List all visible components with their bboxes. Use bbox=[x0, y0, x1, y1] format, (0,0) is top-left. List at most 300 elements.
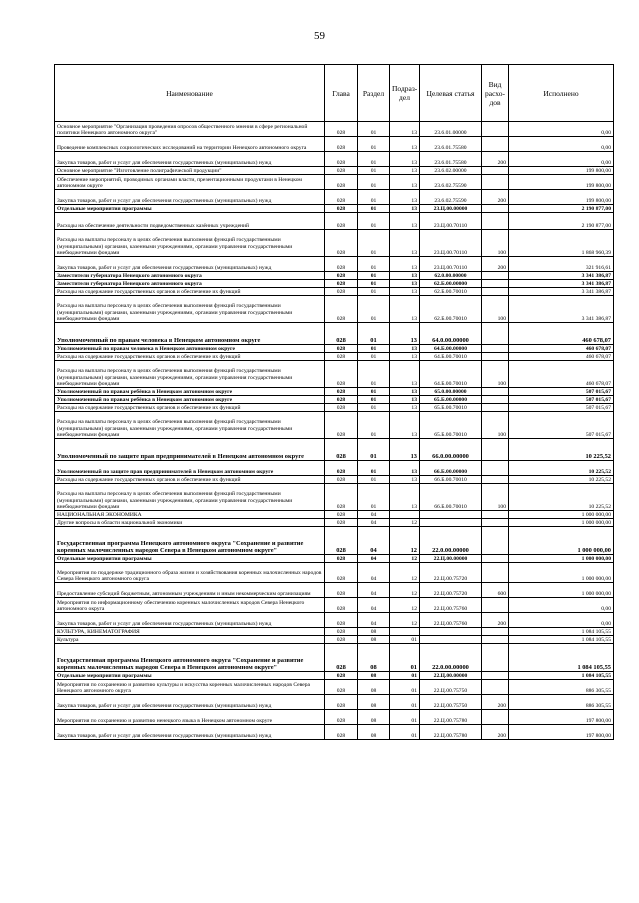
col-header-podrazdel: Подраз-дел bbox=[390, 65, 420, 122]
cell-target: 23.6.02.00000 bbox=[420, 167, 482, 175]
cell-name: Отдельные мероприятия программы bbox=[55, 205, 325, 213]
cell-razdel: 01 bbox=[358, 476, 390, 484]
table-row bbox=[55, 272, 614, 280]
cell-podrazdel: 13 bbox=[390, 152, 420, 167]
cell-podrazdel: 13 bbox=[390, 388, 420, 396]
table-row bbox=[55, 288, 614, 296]
cell-vid bbox=[482, 280, 509, 288]
cell-razdel: 01 bbox=[358, 439, 390, 461]
cell-podrazdel bbox=[390, 628, 420, 636]
cell-glava: 028 bbox=[325, 511, 358, 519]
cell-target bbox=[420, 628, 482, 636]
table-row bbox=[55, 175, 614, 190]
table-row bbox=[55, 388, 614, 396]
cell-done: 197 800,00 bbox=[509, 725, 614, 740]
table-row bbox=[55, 725, 614, 740]
cell-glava: 028 bbox=[325, 695, 358, 710]
cell-done: 3 341 386,87 bbox=[509, 272, 614, 280]
cell-razdel: 04 bbox=[358, 511, 390, 519]
cell-podrazdel: 01 bbox=[390, 725, 420, 740]
table-row bbox=[55, 412, 614, 439]
cell-name: Расходы на содержание государственных органов и обеспечение их функций bbox=[55, 404, 325, 412]
cell-podrazdel: 13 bbox=[390, 296, 420, 323]
cell-podrazdel: 13 bbox=[390, 484, 420, 511]
col-header-razdel: Раздел bbox=[358, 65, 390, 122]
cell-razdel: 01 bbox=[358, 213, 390, 230]
cell-name: Закупка товаров, работ и услуг для обеспечения государственных (муниципальных) нужд bbox=[55, 695, 325, 710]
cell-name: Закупка товаров, работ и услуг для обеспечения государственных (муниципальных) нужд bbox=[55, 725, 325, 740]
cell-glava: 028 bbox=[325, 527, 358, 555]
cell-glava: 028 bbox=[325, 563, 358, 583]
cell-done: 197 800,00 bbox=[509, 710, 614, 725]
cell-done: 3 341 386,87 bbox=[509, 296, 614, 323]
table-row bbox=[55, 461, 614, 476]
table-row bbox=[55, 695, 614, 710]
cell-done: 0,00 bbox=[509, 598, 614, 613]
cell-glava: 028 bbox=[325, 230, 358, 257]
cell-vid bbox=[482, 388, 509, 396]
cell-vid bbox=[482, 476, 509, 484]
cell-podrazdel: 01 bbox=[390, 710, 420, 725]
cell-done: 886 305,55 bbox=[509, 680, 614, 695]
cell-target: 22.0.00.00000 bbox=[420, 644, 482, 672]
cell-podrazdel: 12 bbox=[390, 583, 420, 598]
cell-podrazdel: 13 bbox=[390, 190, 420, 205]
cell-razdel: 01 bbox=[358, 257, 390, 272]
cell-vid bbox=[482, 439, 509, 461]
table-row bbox=[55, 345, 614, 353]
cell-razdel: 04 bbox=[358, 527, 390, 555]
cell-glava: 028 bbox=[325, 190, 358, 205]
table-row bbox=[55, 484, 614, 511]
cell-done: 1 000 000,00 bbox=[509, 527, 614, 555]
cell-vid: 200 bbox=[482, 613, 509, 628]
cell-glava: 028 bbox=[325, 122, 358, 137]
table-row bbox=[55, 710, 614, 725]
cell-name: Заместители губернатора Ненецкого автономного округа bbox=[55, 280, 325, 288]
cell-razdel: 04 bbox=[358, 598, 390, 613]
cell-razdel: 04 bbox=[358, 613, 390, 628]
cell-vid bbox=[482, 598, 509, 613]
cell-glava: 028 bbox=[325, 636, 358, 644]
cell-glava: 028 bbox=[325, 205, 358, 213]
cell-done: 10 225,52 bbox=[509, 461, 614, 476]
table-body bbox=[55, 122, 614, 740]
cell-glava: 028 bbox=[325, 213, 358, 230]
cell-razdel: 01 bbox=[358, 205, 390, 213]
cell-razdel: 01 bbox=[358, 122, 390, 137]
table-row bbox=[55, 122, 614, 137]
cell-razdel: 01 bbox=[358, 361, 390, 388]
cell-razdel: 01 bbox=[358, 404, 390, 412]
cell-done: 1 000 000,00 bbox=[509, 583, 614, 598]
cell-podrazdel: 01 bbox=[390, 695, 420, 710]
cell-vid: 100 bbox=[482, 230, 509, 257]
cell-name: Мероприятия по информационному обеспечению коренных малочисленных народов Севера Ненецкого автономного округа bbox=[55, 598, 325, 613]
cell-target bbox=[420, 519, 482, 527]
cell-done: 321 916,61 bbox=[509, 257, 614, 272]
cell-name: Расходы на выплаты персоналу в целях обеспечения выполнения функций государственными (муниципальными) органами, казенными учреждениями, органами управления государственными внебюджетными фондами bbox=[55, 484, 325, 511]
cell-vid bbox=[482, 672, 509, 680]
cell-name: Закупка товаров, работ и услуг для обеспечения государственных (муниципальных) нужд bbox=[55, 257, 325, 272]
cell-razdel: 01 bbox=[358, 461, 390, 476]
table-row bbox=[55, 628, 614, 636]
cell-podrazdel: 13 bbox=[390, 323, 420, 345]
cell-vid bbox=[482, 213, 509, 230]
cell-vid: 100 bbox=[482, 361, 509, 388]
table-row bbox=[55, 361, 614, 388]
cell-podrazdel: 13 bbox=[390, 439, 420, 461]
cell-vid bbox=[482, 205, 509, 213]
cell-razdel: 01 bbox=[358, 288, 390, 296]
cell-target: 65.Б.00.70010 bbox=[420, 404, 482, 412]
cell-podrazdel: 13 bbox=[390, 396, 420, 404]
cell-done: 460 678,07 bbox=[509, 345, 614, 353]
cell-target: 23.Ц.00.70110 bbox=[420, 230, 482, 257]
cell-done: 507 015,67 bbox=[509, 404, 614, 412]
cell-name: Уполномоченный по правам ребёнка в Ненецком автономном округе bbox=[55, 388, 325, 396]
cell-done: 199 800,00 bbox=[509, 190, 614, 205]
cell-target: 66.0.00.00000 bbox=[420, 439, 482, 461]
cell-target: 65.0.00.00000 bbox=[420, 388, 482, 396]
cell-vid bbox=[482, 167, 509, 175]
cell-glava: 028 bbox=[325, 680, 358, 695]
cell-vid: 200 bbox=[482, 190, 509, 205]
cell-target: 23.Ц.00.70110 bbox=[420, 213, 482, 230]
cell-done: 460 678,07 bbox=[509, 353, 614, 361]
cell-razdel: 08 bbox=[358, 725, 390, 740]
cell-glava: 028 bbox=[325, 388, 358, 396]
cell-name: Уполномоченный по защите прав предпринимателей в Ненецком автономном округе bbox=[55, 439, 325, 461]
cell-vid bbox=[482, 563, 509, 583]
cell-target: 22.Ц.00.75760 bbox=[420, 613, 482, 628]
cell-target: 22.Ц.00.75750 bbox=[420, 680, 482, 695]
cell-name: Проведение комплексных социологических исследований на территории Ненецкого автономного округа bbox=[55, 137, 325, 152]
table-row bbox=[55, 598, 614, 613]
cell-done: 507 015,67 bbox=[509, 388, 614, 396]
cell-razdel: 04 bbox=[358, 583, 390, 598]
cell-podrazdel: 13 bbox=[390, 257, 420, 272]
cell-podrazdel: 13 bbox=[390, 137, 420, 152]
table-row bbox=[55, 511, 614, 519]
table-row bbox=[55, 280, 614, 288]
cell-name: Обеспечение мероприятий, проводимых органами власти, презентационными продуктами в Ненецком автономном округе bbox=[55, 175, 325, 190]
cell-glava: 028 bbox=[325, 396, 358, 404]
cell-podrazdel: 13 bbox=[390, 272, 420, 280]
cell-name: Расходы на содержание государственных органов и обеспечение их функций bbox=[55, 353, 325, 361]
cell-name: Расходы на содержание государственных органов и обеспечение их функций bbox=[55, 288, 325, 296]
table-row bbox=[55, 167, 614, 175]
cell-vid: 200 bbox=[482, 695, 509, 710]
cell-name: Уполномоченный по правам ребёнка в Ненецком автономном округе bbox=[55, 396, 325, 404]
cell-razdel: 08 bbox=[358, 672, 390, 680]
table-row bbox=[55, 230, 614, 257]
cell-name: Расходы на содержание государственных органов и обеспечение их функций bbox=[55, 476, 325, 484]
cell-razdel: 08 bbox=[358, 644, 390, 672]
cell-razdel: 01 bbox=[358, 137, 390, 152]
cell-vid bbox=[482, 527, 509, 555]
table-row bbox=[55, 152, 614, 167]
table-row bbox=[55, 519, 614, 527]
cell-name: Уполномоченный по правам человека в Ненецком автономном округе bbox=[55, 323, 325, 345]
cell-name: Культура bbox=[55, 636, 325, 644]
cell-vid bbox=[482, 555, 509, 563]
cell-podrazdel: 01 bbox=[390, 680, 420, 695]
cell-target: 22.Ц.00.75720 bbox=[420, 583, 482, 598]
cell-name: Закупка товаров, работ и услуг для обеспечения государственных (муниципальных) нужд bbox=[55, 152, 325, 167]
cell-target: 62.0.00.00000 bbox=[420, 272, 482, 280]
cell-target: 65.Б.00.70010 bbox=[420, 412, 482, 439]
cell-razdel: 08 bbox=[358, 710, 390, 725]
cell-razdel: 01 bbox=[358, 412, 390, 439]
cell-name: Основное мероприятие "Изготовление полиграфической продукции" bbox=[55, 167, 325, 175]
cell-podrazdel: 01 bbox=[390, 636, 420, 644]
cell-target: 23.6.01.75580 bbox=[420, 137, 482, 152]
cell-vid: 600 bbox=[482, 583, 509, 598]
cell-vid bbox=[482, 519, 509, 527]
cell-podrazdel: 12 bbox=[390, 563, 420, 583]
cell-name: Уполномоченный по защите прав предпринимателей в Ненецком автономном округе bbox=[55, 461, 325, 476]
cell-vid: 200 bbox=[482, 257, 509, 272]
table-row bbox=[55, 672, 614, 680]
cell-glava: 028 bbox=[325, 644, 358, 672]
cell-name: КУЛЬТУРА, КИНЕМАТОГРАФИЯ bbox=[55, 628, 325, 636]
cell-razdel: 01 bbox=[358, 388, 390, 396]
cell-name: Предоставление субсидий бюджетным, автономным учреждениям и иным некоммерческим организациям bbox=[55, 583, 325, 598]
cell-target: 66.Б.00.00000 bbox=[420, 461, 482, 476]
cell-podrazdel: 13 bbox=[390, 404, 420, 412]
expenditure-table bbox=[54, 64, 614, 740]
table-row bbox=[55, 680, 614, 695]
cell-target: 64.Б.00.00000 bbox=[420, 345, 482, 353]
cell-razdel: 01 bbox=[358, 152, 390, 167]
cell-name: Расходы на выплаты персоналу в целях обеспечения выполнения функций государственными (муниципальными) органами, казенными учреждениями, органами управления государственными внебюджетными фондами bbox=[55, 230, 325, 257]
cell-podrazdel: 13 bbox=[390, 288, 420, 296]
cell-target: 65.Б.00.00000 bbox=[420, 396, 482, 404]
cell-done: 886 305,55 bbox=[509, 695, 614, 710]
table-row bbox=[55, 213, 614, 230]
table-row bbox=[55, 644, 614, 672]
cell-podrazdel: 13 bbox=[390, 175, 420, 190]
cell-name: Основное мероприятие "Организация проведения опросов общественного мнения в сфере региональной политики Ненецкого автономного округа" bbox=[55, 122, 325, 137]
cell-name: НАЦИОНАЛЬНАЯ ЭКОНОМИКА bbox=[55, 511, 325, 519]
cell-razdel: 01 bbox=[358, 167, 390, 175]
cell-razdel: 01 bbox=[358, 280, 390, 288]
cell-glava: 028 bbox=[325, 323, 358, 345]
cell-podrazdel: 13 bbox=[390, 361, 420, 388]
cell-vid bbox=[482, 323, 509, 345]
cell-target: 66.Б.00.70010 bbox=[420, 476, 482, 484]
cell-glava: 028 bbox=[325, 257, 358, 272]
table-row bbox=[55, 527, 614, 555]
cell-target: 62.Б.00.00000 bbox=[420, 280, 482, 288]
cell-done: 2 190 877,00 bbox=[509, 213, 614, 230]
cell-target: 22.Ц.00.75760 bbox=[420, 598, 482, 613]
cell-glava: 028 bbox=[325, 175, 358, 190]
cell-razdel: 04 bbox=[358, 555, 390, 563]
cell-target: 22.0.00.00000 bbox=[420, 527, 482, 555]
table-row bbox=[55, 563, 614, 583]
cell-name: Заместители губернатора Ненецкого автономного округа bbox=[55, 272, 325, 280]
cell-done: 1 084 105,55 bbox=[509, 636, 614, 644]
cell-glava: 028 bbox=[325, 272, 358, 280]
cell-podrazdel: 01 bbox=[390, 672, 420, 680]
cell-glava: 028 bbox=[325, 484, 358, 511]
cell-done: 1 084 105,55 bbox=[509, 628, 614, 636]
cell-name: Государственная программа Ненецкого автономного округа "Сохранение и развитие коренных малочисленных народов Севера в Ненецком автономном округе" bbox=[55, 527, 325, 555]
table-row bbox=[55, 613, 614, 628]
cell-glava: 028 bbox=[325, 583, 358, 598]
cell-glava: 028 bbox=[325, 519, 358, 527]
cell-vid bbox=[482, 680, 509, 695]
cell-podrazdel: 13 bbox=[390, 230, 420, 257]
cell-done: 1 000 000,00 bbox=[509, 563, 614, 583]
cell-glava: 028 bbox=[325, 152, 358, 167]
cell-podrazdel: 01 bbox=[390, 644, 420, 672]
cell-podrazdel: 13 bbox=[390, 412, 420, 439]
cell-done: 460 678,07 bbox=[509, 323, 614, 345]
cell-name: Закупка товаров, работ и услуг для обеспечения государственных (муниципальных) нужд bbox=[55, 613, 325, 628]
cell-done: 460 678,07 bbox=[509, 361, 614, 388]
cell-razdel: 01 bbox=[358, 345, 390, 353]
cell-done: 0,00 bbox=[509, 137, 614, 152]
cell-vid bbox=[482, 710, 509, 725]
cell-vid bbox=[482, 137, 509, 152]
cell-target: 23.6.02.75590 bbox=[420, 190, 482, 205]
col-header-glava: Глава bbox=[325, 65, 358, 122]
cell-done: 1 868 960,39 bbox=[509, 230, 614, 257]
cell-razdel: 01 bbox=[358, 353, 390, 361]
cell-target: 22.Ц.00.75780 bbox=[420, 725, 482, 740]
cell-done: 10 225,52 bbox=[509, 484, 614, 511]
table-row bbox=[55, 257, 614, 272]
cell-target: 22.Ц.00.00000 bbox=[420, 555, 482, 563]
cell-vid bbox=[482, 404, 509, 412]
cell-razdel: 08 bbox=[358, 628, 390, 636]
cell-razdel: 01 bbox=[358, 272, 390, 280]
cell-glava: 028 bbox=[325, 404, 358, 412]
cell-podrazdel: 13 bbox=[390, 280, 420, 288]
cell-vid bbox=[482, 175, 509, 190]
cell-target: 23.6.02.75590 bbox=[420, 175, 482, 190]
cell-vid bbox=[482, 345, 509, 353]
cell-glava: 028 bbox=[325, 296, 358, 323]
cell-target: 62.Б.00.70010 bbox=[420, 296, 482, 323]
cell-name: Расходы на выплаты персоналу в целях обеспечения выполнения функций государственными (муниципальными) органами, казенными учреждениями, органами управления государственными внебюджетными фондами bbox=[55, 296, 325, 323]
cell-razdel: 01 bbox=[358, 296, 390, 323]
cell-done: 507 015,67 bbox=[509, 396, 614, 404]
table-row bbox=[55, 323, 614, 345]
cell-podrazdel: 12 bbox=[390, 613, 420, 628]
cell-podrazdel: 12 bbox=[390, 555, 420, 563]
cell-razdel: 01 bbox=[358, 175, 390, 190]
cell-podrazdel: 12 bbox=[390, 598, 420, 613]
page-number: 59 bbox=[314, 30, 325, 42]
cell-vid: 100 bbox=[482, 412, 509, 439]
table-row bbox=[55, 476, 614, 484]
cell-name: Уполномоченный по правам человека в Ненецком автономном округе bbox=[55, 345, 325, 353]
cell-glava: 028 bbox=[325, 137, 358, 152]
table-header-row bbox=[55, 65, 614, 122]
cell-target: 64.0.00.00000 bbox=[420, 323, 482, 345]
cell-vid bbox=[482, 644, 509, 672]
cell-target: 23.Ц.00.00000 bbox=[420, 205, 482, 213]
cell-glava: 028 bbox=[325, 672, 358, 680]
cell-razdel: 01 bbox=[358, 230, 390, 257]
cell-done: 1 000 000,00 bbox=[509, 511, 614, 519]
cell-done: 1 084 105,55 bbox=[509, 644, 614, 672]
cell-name: Мероприятия по сохранению и развитию ненецкого языка в Ненецком автономном округе bbox=[55, 710, 325, 725]
col-header-done: Исполнено bbox=[509, 65, 614, 122]
cell-target: 22.Ц.00.00000 bbox=[420, 672, 482, 680]
cell-podrazdel: 12 bbox=[390, 519, 420, 527]
cell-glava: 028 bbox=[325, 613, 358, 628]
cell-glava: 028 bbox=[325, 476, 358, 484]
cell-podrazdel: 13 bbox=[390, 461, 420, 476]
cell-name: Расходы на выплаты персоналу в целях обеспечения выполнения функций государственными (муниципальными) органами, казенными учреждениями, органами управления государственными внебюджетными фондами bbox=[55, 412, 325, 439]
cell-vid: 200 bbox=[482, 152, 509, 167]
cell-vid bbox=[482, 636, 509, 644]
cell-glava: 028 bbox=[325, 461, 358, 476]
cell-target: 22.Ц.00.75780 bbox=[420, 710, 482, 725]
cell-name: Другие вопросы в области национальной экономики bbox=[55, 519, 325, 527]
cell-target: 22.Ц.00.75750 bbox=[420, 695, 482, 710]
cell-target bbox=[420, 636, 482, 644]
cell-done: 10 225,52 bbox=[509, 476, 614, 484]
cell-razdel: 01 bbox=[358, 484, 390, 511]
cell-name: Расходы на выплаты персоналу в целях обеспечения выполнения функций государственными (муниципальными) органами, казенными учреждениями, органами управления государственными внебюджетными фондами bbox=[55, 361, 325, 388]
cell-glava: 028 bbox=[325, 725, 358, 740]
cell-vid: 100 bbox=[482, 484, 509, 511]
cell-done: 0,00 bbox=[509, 613, 614, 628]
cell-razdel: 01 bbox=[358, 323, 390, 345]
table-row bbox=[55, 636, 614, 644]
table-row bbox=[55, 404, 614, 412]
cell-done: 507 015,67 bbox=[509, 412, 614, 439]
cell-podrazdel: 13 bbox=[390, 213, 420, 230]
cell-name: Расходы на обеспечение деятельности подведомственных казённых учреждений bbox=[55, 213, 325, 230]
cell-target: 23.Ц.00.70110 bbox=[420, 257, 482, 272]
cell-podrazdel: 12 bbox=[390, 527, 420, 555]
cell-name: Отдельные мероприятия программы bbox=[55, 555, 325, 563]
cell-glava: 028 bbox=[325, 439, 358, 461]
cell-vid: 200 bbox=[482, 725, 509, 740]
cell-name: Отдельные мероприятия программы bbox=[55, 672, 325, 680]
cell-razdel: 08 bbox=[358, 695, 390, 710]
col-header-vid: Вид расхо-дов bbox=[482, 65, 509, 122]
cell-razdel: 04 bbox=[358, 563, 390, 583]
cell-target: 22.Ц.00.75720 bbox=[420, 563, 482, 583]
cell-glava: 028 bbox=[325, 361, 358, 388]
cell-done: 0,00 bbox=[509, 152, 614, 167]
cell-done: 199 800,00 bbox=[509, 167, 614, 175]
table-row bbox=[55, 439, 614, 461]
cell-glava: 028 bbox=[325, 598, 358, 613]
table-row bbox=[55, 583, 614, 598]
cell-target: 64.Б.00.70010 bbox=[420, 361, 482, 388]
cell-glava: 028 bbox=[325, 555, 358, 563]
cell-vid bbox=[482, 122, 509, 137]
cell-glava: 028 bbox=[325, 353, 358, 361]
cell-vid bbox=[482, 628, 509, 636]
cell-vid bbox=[482, 272, 509, 280]
cell-target: 23.6.01.00000 bbox=[420, 122, 482, 137]
cell-done: 1 000 000,00 bbox=[509, 555, 614, 563]
cell-glava: 028 bbox=[325, 167, 358, 175]
table-row bbox=[55, 137, 614, 152]
cell-target: 66.Б.00.70010 bbox=[420, 484, 482, 511]
cell-podrazdel bbox=[390, 511, 420, 519]
